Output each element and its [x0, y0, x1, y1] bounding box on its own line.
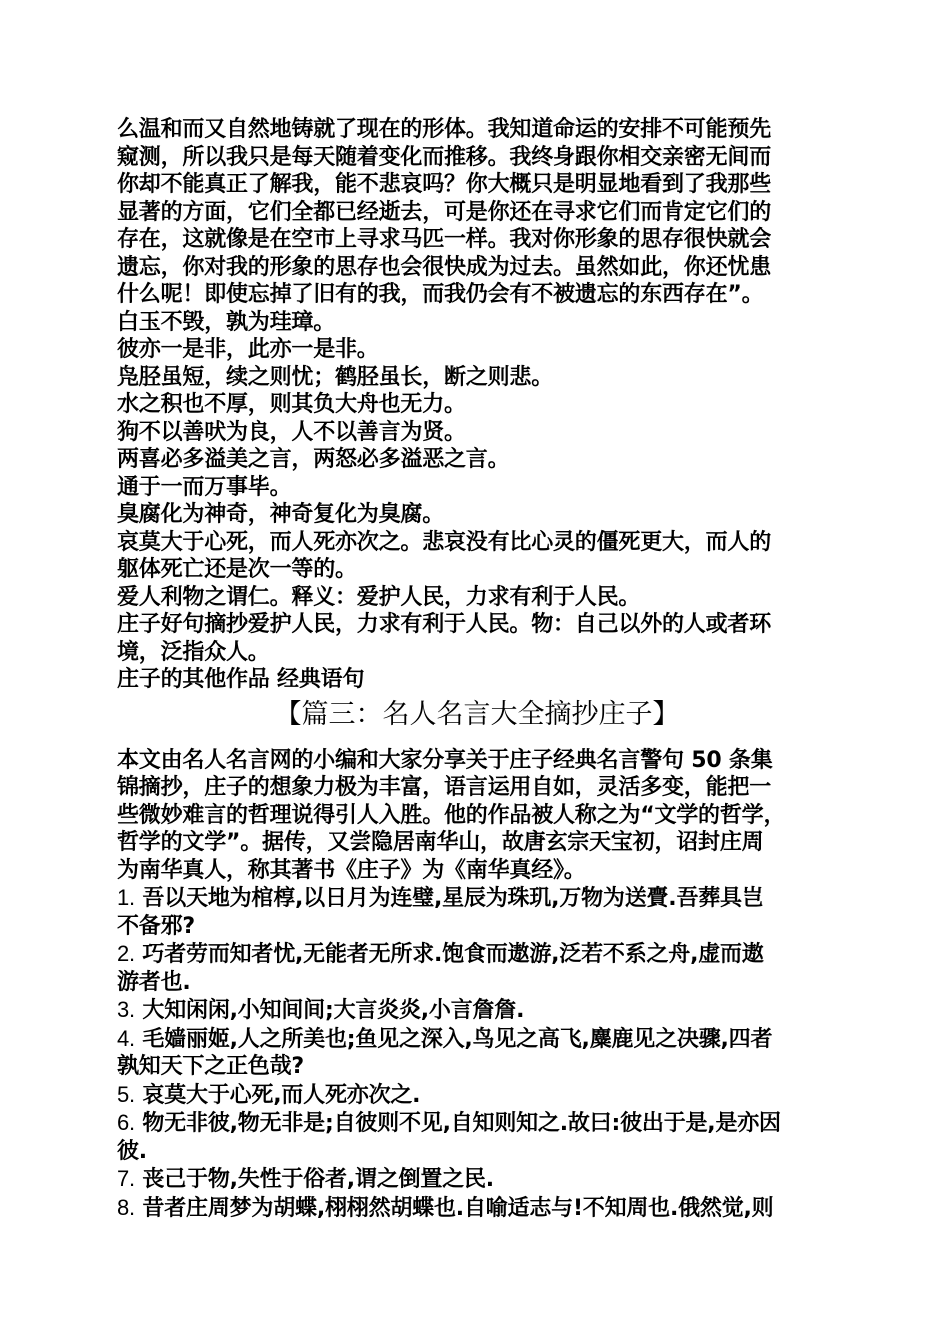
list-item [117, 1109, 837, 1138]
intro-line: 为南华真人，称其著书《庄子》为《南华真经》。 [117, 857, 586, 883]
list-item-continuation: 彼. [117, 1138, 147, 1164]
item-number: 3. [117, 997, 135, 1022]
quote-line: 庄子好句摘抄爱护人民，力求有利于人民。物：自己以外的人或者环 [117, 612, 772, 637]
section-heading: 【篇三：名人名言大全摘抄庄子】 [274, 698, 680, 730]
item-text: 哀莫大于心死,而人死亦次之. [142, 1082, 421, 1108]
list-item [117, 1025, 837, 1054]
text-line: 窥测，所以我只是每天随着变化而推移。我终身跟你相交亲密无间而 [117, 144, 772, 170]
item-number: 2. [117, 941, 135, 966]
item-text: 大知闲闲,小知间间;大言炎炎,小言詹詹. [142, 998, 525, 1023]
text-line: 你却不能真正了解我，能不悲哀吗？你大概只是明显地看到了我那些 [117, 172, 772, 197]
quote-line: 狗不以善吠为良，人不以善言为贤。 [117, 419, 466, 445]
section-two [117, 747, 837, 1223]
list-item-continuation: 孰知天下之正色哉? [117, 1054, 304, 1079]
item-number: 7. [117, 1166, 135, 1191]
quote-line: 哀莫大于心死，而人死亦次之。悲哀没有比心灵的僵死更大，而人的 [117, 529, 772, 555]
text-line: 显著的方面，它们全都已经逝去，可是你还在寻求它们而肯定它们的 [117, 199, 772, 225]
quote-line: 两喜必多溢美之言，两怒必多溢恶之言。 [117, 447, 510, 472]
text-line: 存在，这就像是在空市上寻求马匹一样。我对你形象的思存很快就会 [117, 227, 772, 252]
item-text: 丧己于物,失性于俗者,谓之倒置之民. [142, 1167, 494, 1192]
item-text: 巧者劳而知者忧,无能者无所求.饱食而遨游,泛若不系之舟,虚而遨 [142, 942, 764, 967]
quote-line: 凫胫虽短，续之则忧；鹤胫虽长，断之则悲。 [117, 364, 554, 390]
quote-line: 彼亦一是非，此亦一是非。 [117, 337, 379, 362]
item-text: 物无非彼,物无非是;自彼则不见,自知则知之.故曰:彼出于是,是亦因 [142, 1111, 781, 1136]
intro-line: 哲学的文学”。据传，又尝隐居南华山，故唐玄宗天宝初，诏封庄周 [117, 830, 764, 855]
quote-line: 爱人利物之谓仁。释义：爱护人民，力求有利于人民。 [117, 584, 641, 610]
list-item [117, 884, 837, 913]
document-body [117, 116, 837, 1222]
list-item [117, 1194, 837, 1223]
intro-line: 些微妙难言的哲理说得引人入胜。他的作品被人称之为“文学的哲学， [117, 802, 786, 828]
item-number: 4. [117, 1025, 135, 1051]
item-number: 1. [117, 885, 135, 910]
text-line: 遗忘，你对我的形象的思存也会很快成为过去。虽然如此，你还忧患 [117, 254, 772, 280]
item-number: 6. [117, 1110, 135, 1135]
item-number: 5. [117, 1081, 135, 1107]
list-item-continuation: 不备邪? [117, 913, 195, 939]
list-item [117, 996, 837, 1025]
intro-line: 本文由名人名言网的小编和大家分享关于庄子经典名言警句 50 条集 [117, 747, 773, 773]
quote-line: 臭腐化为神奇，神奇复化为臭腐。 [117, 502, 445, 527]
list-item-continuation: 游者也. [117, 969, 191, 995]
intro-line: 锦摘抄，庄子的想象力极为丰富，语言运用自如，灵活多变，能把一 [117, 775, 772, 800]
quote-line: 通于一而万事毕。 [117, 474, 292, 500]
item-text: 毛嫱丽姬,人之所美也;鱼见之深入,鸟见之高飞,麋鹿见之决骤,四者 [142, 1026, 773, 1052]
item-text: 吾以天地为棺椁,以日月为连璧,星辰为珠玑,万物为送賷.吾葬具岂 [142, 886, 764, 911]
quote-line: 白玉不毁，孰为珪璋。 [117, 309, 336, 335]
list-item [117, 1081, 837, 1110]
text-line: 什么呢！即使忘掉了旧有的我，而我仍会有不被遗忘的东西存在”。 [117, 282, 764, 307]
item-number: 8. [117, 1194, 135, 1220]
quote-line: 境，泛指众人。 [117, 639, 270, 665]
other-works-label: 庄子的其他作品 经典语句 [117, 667, 365, 692]
item-text: 昔者庄周梦为胡蝶,栩栩然胡蝶也.自喻适志与!不知周也.俄然觉,则 [142, 1195, 774, 1221]
quote-line: 躯体死亡还是次一等的。 [117, 557, 357, 582]
list-item [117, 1165, 837, 1194]
quote-line: 水之积也不厚，则其负大舟也无力。 [117, 392, 466, 417]
section-one [117, 116, 837, 694]
text-line: 么温和而又自然地铸就了现在的形体。我知道命运的安排不可能预先 [117, 117, 772, 142]
list-item [117, 940, 837, 969]
